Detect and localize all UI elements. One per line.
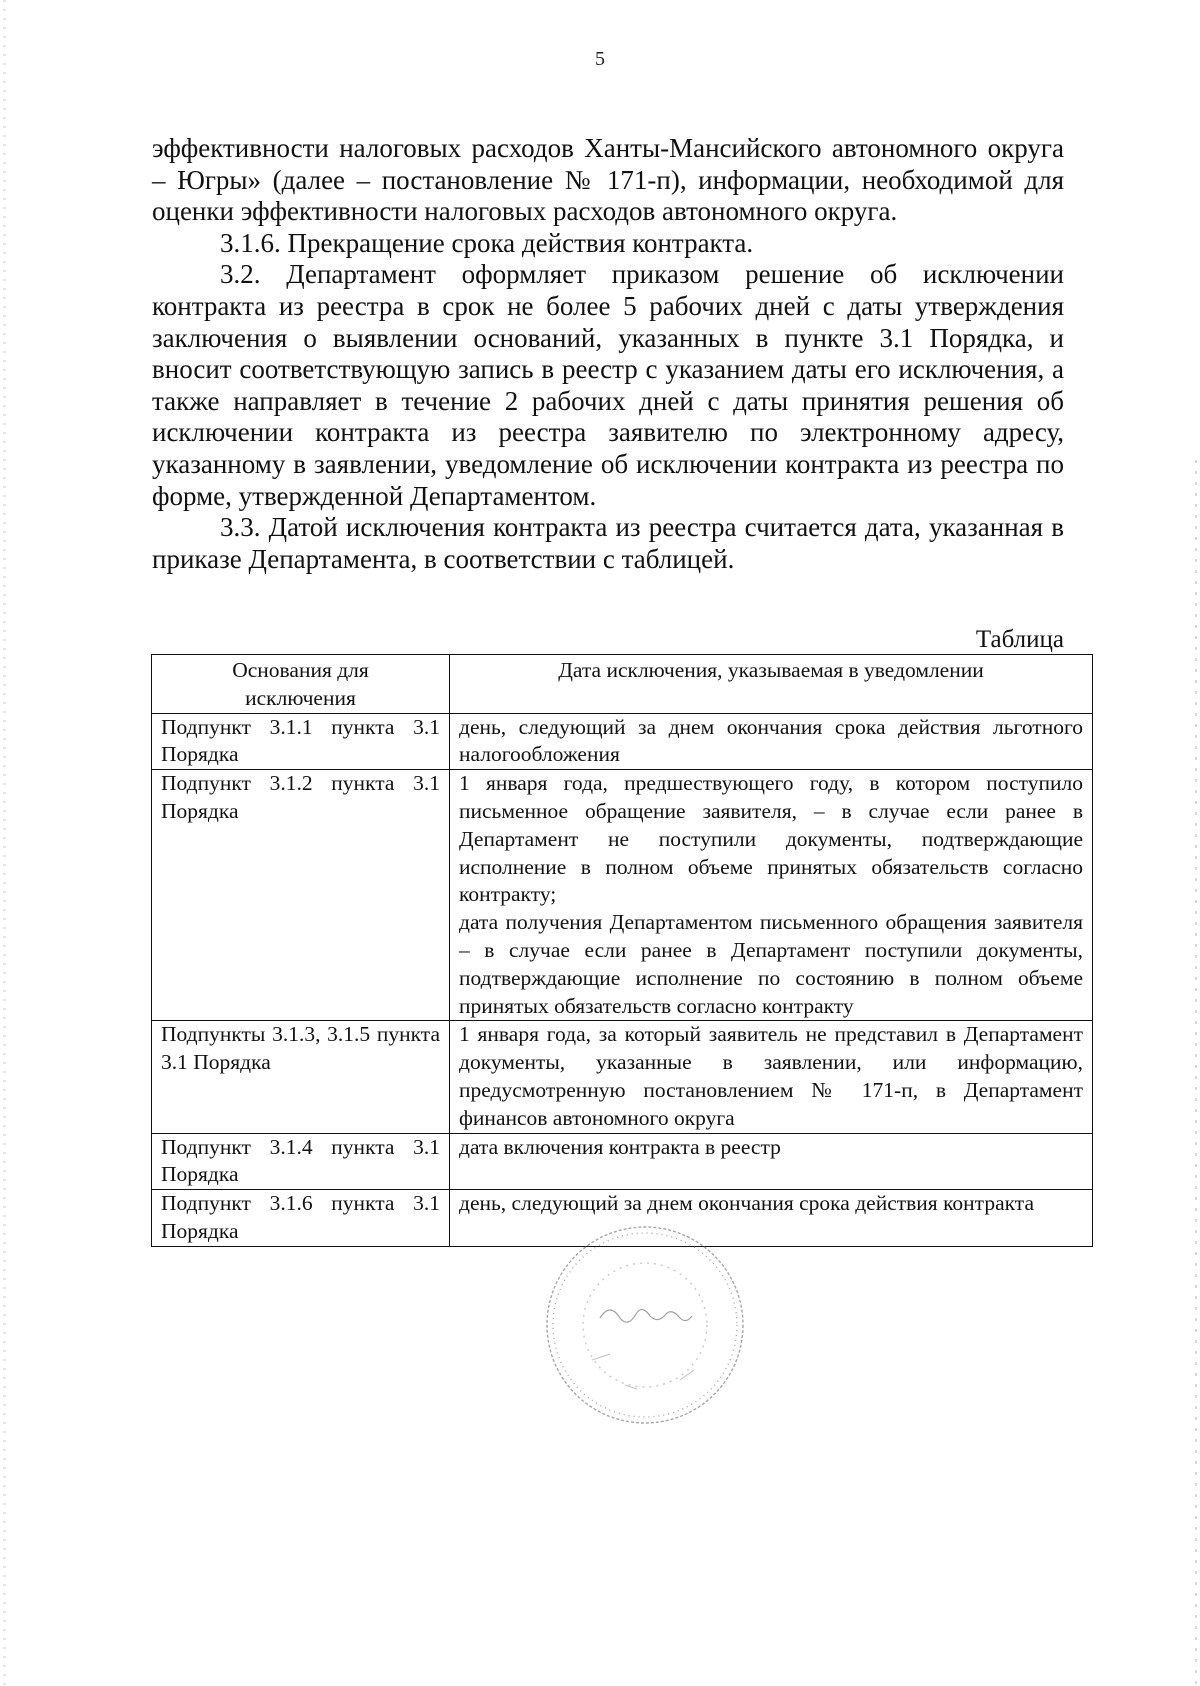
cell-basis: Подпункт 3.1.4 пункта 3.1 Порядка	[152, 1133, 450, 1190]
cell-date	[450, 770, 1093, 1021]
exclusion-table	[151, 654, 1093, 1247]
table-caption: Таблица	[975, 626, 1064, 653]
cell-basis: Подпункт 3.1.6 пункта 3.1 Порядка	[152, 1190, 450, 1247]
paragraph-3-1-6: 3.1.6. Прекращение срока действия контракта.	[220, 227, 754, 258]
table-row	[152, 1133, 1093, 1190]
paragraph-3-3: 3.3. Датой исключения контракта из реестра считается дата, указанная в приказе Департамента, в соответствии с таблицей.	[152, 512, 1064, 574]
table-row	[152, 1021, 1093, 1133]
cell-basis: Подпункт 3.1.1 пункта 3.1 Порядка	[152, 713, 450, 770]
cell-basis: Подпункты 3.1.3, 3.1.5 пункта 3.1 Порядка	[152, 1021, 450, 1133]
table-row	[152, 713, 1093, 770]
scan-edge-left	[3, 0, 6, 1686]
cell-date-part: дата получения Департаментом письменного обращения заявителя – в случае если ранее в Департамент поступили документы, подтверждающие исполнение по состоянию в полном объеме принятых обязательств согласно контракту	[459, 910, 1083, 1018]
cell-date: день, следующий за днем окончания срока действия льготного налогообложения	[450, 713, 1093, 770]
header-basis: Основания для исключения	[152, 655, 450, 714]
cell-date: 1 января года, за который заявитель не представил в Департамент документы, указанные в заявлении, или информацию, предусмотренную постановлением № 171-п, в Департамент финансов автономного округа	[450, 1021, 1093, 1133]
cell-date-part: 1 января года, предшествующего году, в котором поступило письменное обращение заявителя, – в случае если ранее в Департамент не поступили документы, подтверждающие исполнение в полном объеме принятых обязательств согласно контракту;	[459, 771, 1083, 907]
cell-date: день, следующий за днем окончания срока действия контракта	[450, 1190, 1093, 1247]
header-date: Дата исключения, указываемая в уведомлении	[450, 655, 1093, 714]
paragraph-continuation: эффективности налоговых расходов Ханты-Мансийского автономного округа – Югры» (далее – постановление № 171-п), информации, необходимой для оценки эффективности налоговых расходов автономного округа.	[152, 133, 1064, 227]
cell-date: дата включения контракта в реестр	[450, 1133, 1093, 1190]
page-number: 5	[595, 48, 605, 70]
cell-basis: Подпункт 3.1.2 пункта 3.1 Порядка	[152, 770, 450, 1021]
table-header-row	[152, 655, 1093, 714]
scan-edge-right	[1195, 460, 1197, 1686]
document-body	[152, 133, 1064, 575]
paragraph-3-2: 3.2. Департамент оформляет приказом решение об исключении контракта из реестра в срок не более 5 рабочих дней с даты утверждения заключения о выявлении оснований, указанных в пункте 3.1 Порядка, и вносит соответствующую запись в реестр с указанием даты его исключения, а также направляет в течение 2 рабочих дней с даты принятия решения об исключении контракта из реестра заявителю по электронному адресу, указанному в заявлении, уведомление об исключении контракта из реестра по форме, утвержденной Департаментом.	[152, 259, 1064, 511]
official-seal-icon	[530, 1210, 760, 1440]
table-row	[152, 770, 1093, 1021]
